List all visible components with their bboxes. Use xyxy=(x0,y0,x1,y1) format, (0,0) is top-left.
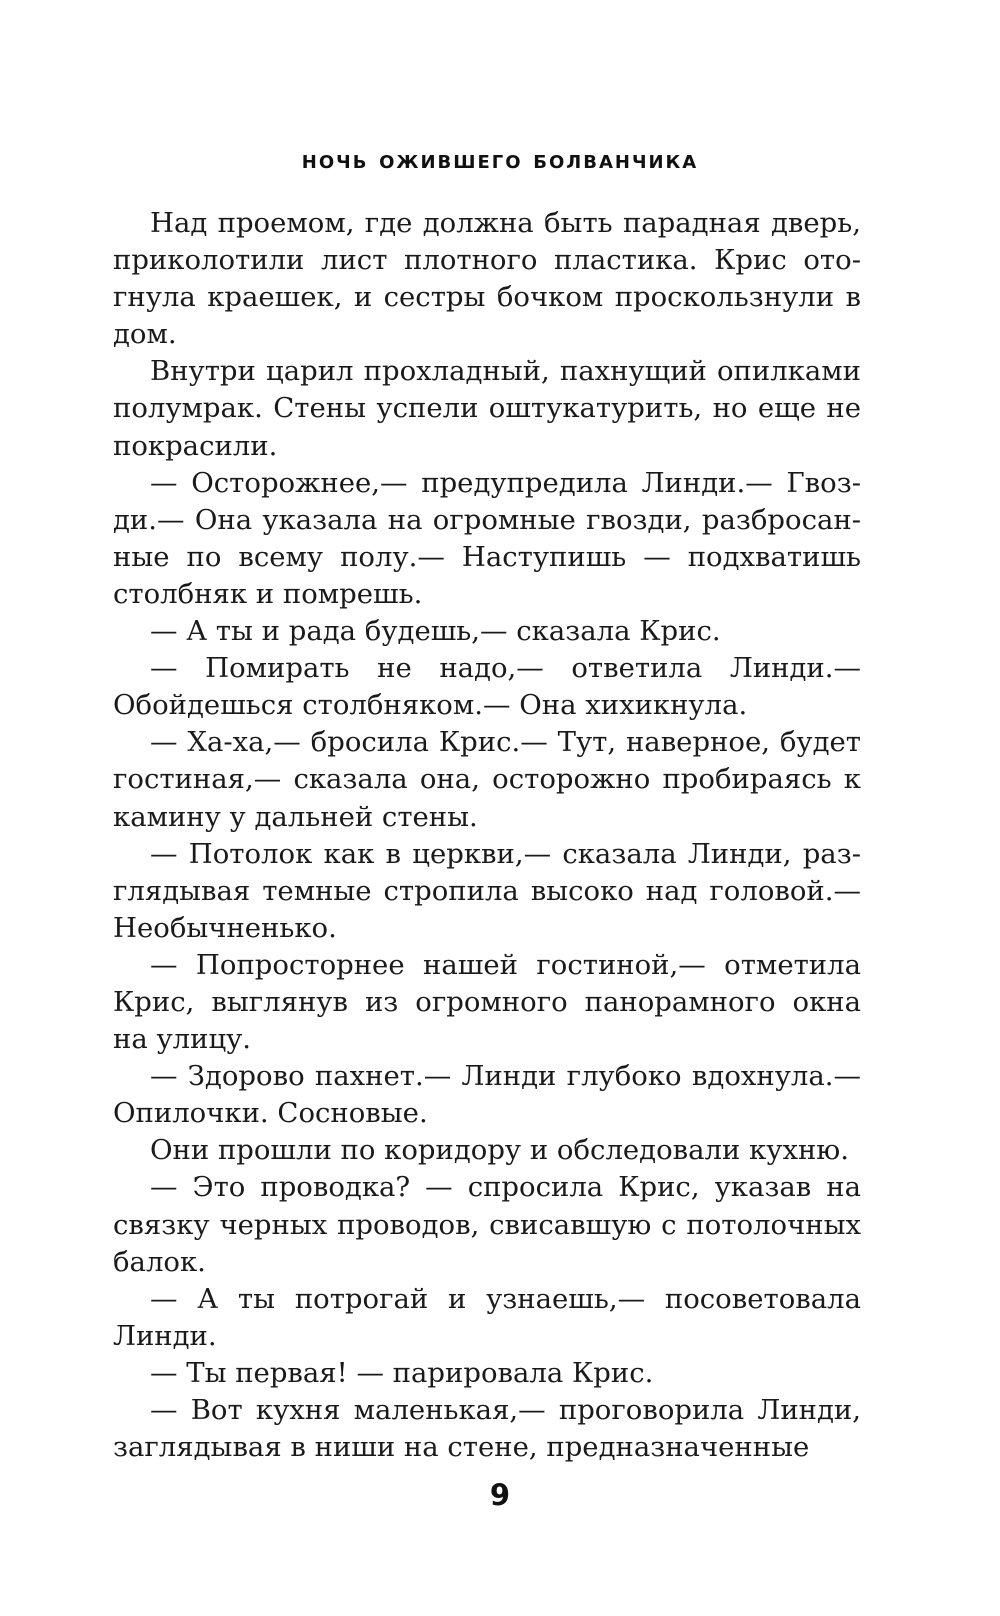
page-number: 9 xyxy=(489,1478,511,1512)
body-text xyxy=(113,205,861,1466)
paragraph: — А ты потрогай и узнаешь,— посоветовала Линди. xyxy=(113,1282,861,1352)
paragraph: — Ха-ха,— бросила Крис.— Тут, наверное, будет гостиная,— сказала она, осторожно пробираясь к камину у дальней стены. xyxy=(113,726,861,833)
paragraph: — Помирать не надо,— ответила Линди.— Обойдешься столбняком.— Она хихикнула. xyxy=(113,652,861,722)
paragraph: — Это проводка? — спросила Крис, указав на связку черных проводов, свисавшую с потолочных балок. xyxy=(113,1171,861,1278)
paragraph: Внутри царил прохладный, пахнущий опилками полумрак. Стены успели оштукатурить, но еще не покрасили. xyxy=(113,355,861,462)
running-head: ночь ожившего болванчика xyxy=(301,145,699,174)
paragraph: — Попросторнее нашей гостиной,— отметила Крис, выглянув из огромного панорамного окна на улицу. xyxy=(113,948,861,1056)
paragraph: Они прошли по коридору и обследовали кухню. xyxy=(150,1134,849,1167)
paragraph: — Осторожнее,— предупредила Линди.— Гвозди.— Она указала на огромные гвозди, разбросанные по всему полу.— Наступишь — подхватишь столбняк и помрешь. xyxy=(113,466,861,610)
paragraph: — Здорово пахнет.— Линди глубоко вдохнула.— Опилочки. Сосновые. xyxy=(113,1060,861,1130)
paragraph: — Ты первая! — парировала Крис. xyxy=(150,1356,654,1389)
paragraph: — Потолок как в церкви,— сказала Линди, разглядывая темные стропила высоко над головой.— Необычненько. xyxy=(113,837,861,944)
paragraph: — Вот кухня маленькая,— проговорила Линди, заглядывая в ниши на стене, предназначенные xyxy=(113,1394,861,1464)
paragraph: — А ты и рада будешь,— сказала Крис. xyxy=(150,615,721,648)
paragraph: Над проемом, где должна быть парадная дверь, приколотили лист плотного пластика. Крис отогнула краешек, и сестры бочком проскользнули в дом. xyxy=(113,207,861,351)
